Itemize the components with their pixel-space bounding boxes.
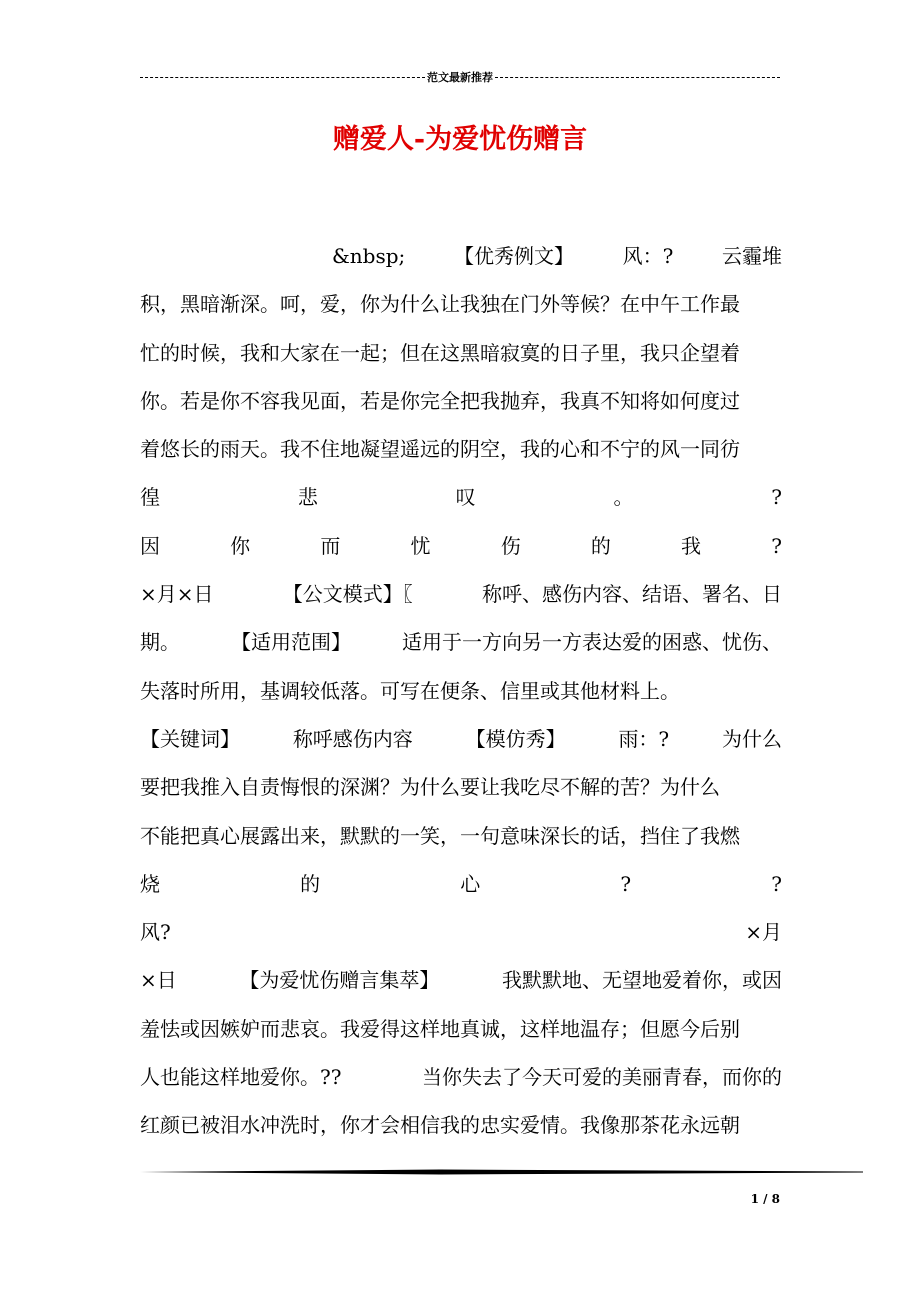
body-line xyxy=(140,1005,782,1053)
line-segment: ×月 xyxy=(745,920,782,945)
line-segment: 失落时所用，基调较低落。可写在便条、信里或其他材料上。 xyxy=(140,678,680,703)
line-segment: 的 xyxy=(590,533,611,558)
page-number: 1 / 8 xyxy=(750,1192,780,1206)
body-line xyxy=(140,667,782,715)
header-dash-right xyxy=(495,77,780,78)
line-segment: 【适用范围】 xyxy=(231,630,351,655)
line-segment: ×日 xyxy=(140,968,177,993)
line-segment: 悲 xyxy=(297,485,318,510)
body-line xyxy=(140,280,782,328)
header-dash-left xyxy=(140,77,425,78)
body-line xyxy=(140,473,782,521)
body-line xyxy=(140,908,782,956)
line-segment: 烧 xyxy=(140,871,160,896)
line-segment: ? xyxy=(771,485,782,510)
line-segment: 当你失去了今天可爱的美丽青春，而你的 xyxy=(422,1065,782,1090)
page-header xyxy=(140,66,780,88)
body-line xyxy=(140,329,782,377)
line-segment: 徨 xyxy=(140,485,160,510)
line-segment: 【模仿秀】 xyxy=(465,726,566,751)
line-segment: 【优秀例文】 xyxy=(453,244,574,268)
body-line xyxy=(140,763,782,811)
line-segment: 因 xyxy=(140,533,160,558)
body-line xyxy=(140,1053,782,1101)
document-title: 赠爱人-为爱忧伤赠言 xyxy=(332,124,588,155)
line-segment: 的 xyxy=(300,871,321,896)
body-line xyxy=(140,425,782,473)
body-line xyxy=(140,956,782,1004)
line-segment: 称呼感伤内容 xyxy=(292,726,413,751)
line-segment: 人也能这样地爱你。?? xyxy=(140,1065,342,1090)
line-segment: 你。若是你不容我见面，若是你完全把我抛弃，我真不知将如何度过 xyxy=(140,388,740,413)
line-segment: 我默默地、无望地爱着你，或因 xyxy=(501,968,782,993)
line-segment: 着悠长的雨天。我不住地凝望遥远的阴空，我的心和不宁的风一同彷 xyxy=(140,437,740,462)
body-line xyxy=(140,522,782,570)
line-segment: 心 xyxy=(460,871,481,896)
line-segment: 。 xyxy=(613,485,634,510)
body-line xyxy=(140,715,782,763)
line-segment: 称呼、感伤内容、结语、署名、日 xyxy=(481,582,782,607)
body-line xyxy=(140,232,782,280)
line-segment: 【为爱忧伤赠言集萃】 xyxy=(239,968,440,993)
line-segment: 风? xyxy=(140,920,171,945)
body-line xyxy=(140,570,782,618)
line-segment: 忙的时候，我和大家在一起；但在这黑暗寂寞的日子里，我只企望着 xyxy=(140,340,740,365)
line-segment: 红颜已被泪水冲洗时，你才会相信我的忠实爱情。我像那茶花永远朝 xyxy=(140,1113,740,1138)
line-segment: 而 xyxy=(320,533,341,558)
line-segment: ? xyxy=(620,871,632,896)
body-line xyxy=(140,812,782,860)
line-segment: 风：? xyxy=(622,244,674,268)
line-segment: 雨：? xyxy=(618,726,670,751)
body-line xyxy=(140,618,782,666)
body-line xyxy=(140,1101,782,1149)
body-line xyxy=(140,377,782,425)
line-segment: 为什么 xyxy=(721,726,782,751)
line-segment: 要把我推入自责悔恨的深渊？为什么要让我吃尽不解的苦？为什么 xyxy=(140,775,720,800)
line-segment: 羞怯或因嫉妒而悲哀。我爱得这样地真诚，这样地温存；但愿今后别 xyxy=(140,1016,740,1041)
line-segment: 适用于一方向另一方表达爱的困惑、忧伤、 xyxy=(402,630,782,655)
line-segment: 期。 xyxy=(140,630,180,655)
line-segment: 【关键词】 xyxy=(140,726,240,751)
line-segment: ? xyxy=(771,533,782,558)
line-segment: 【公文模式】〖 xyxy=(282,582,413,607)
line-segment: ×月×日 xyxy=(140,582,214,607)
line-segment: 积，黑暗渐深。呵，爱，你为什么让我独在门外等候？在中午工作最 xyxy=(140,292,740,317)
line-segment: 你 xyxy=(230,533,251,558)
line-segment: 叹 xyxy=(455,485,476,510)
line-segment: 忧 xyxy=(410,533,431,558)
document-body xyxy=(140,232,782,1150)
line-segment: 我 xyxy=(681,533,702,558)
line-segment: 不能把真心展露出来，默默的一笑，一句意味深长的话，挡住了我燃 xyxy=(140,823,740,848)
footer-rule xyxy=(140,1168,863,1176)
line-segment: 云霾堆 xyxy=(722,244,782,268)
line-segment: 伤 xyxy=(500,533,521,558)
line-segment: &nbsp; xyxy=(332,244,406,268)
line-segment: ? xyxy=(771,871,782,896)
body-line xyxy=(140,860,782,908)
header-label: 范文最新推荐 xyxy=(427,71,493,84)
